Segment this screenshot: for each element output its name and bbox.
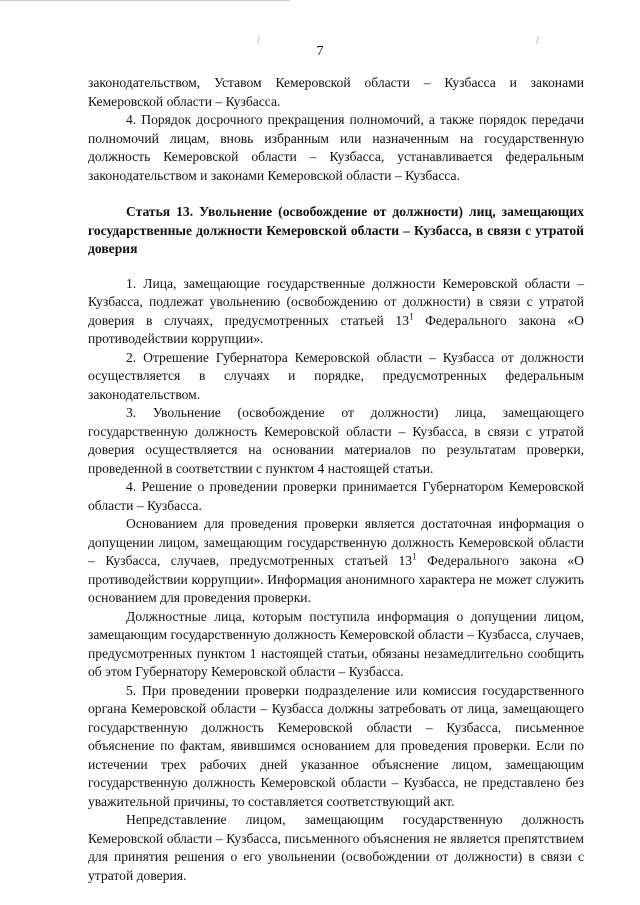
- page-number: 7: [316, 44, 324, 59]
- paragraph: 3. Увольнение (освобождение от должности) лица, замещающего государственную должность Кемеровской области – Кузбасса, в связи с утратой доверия осуществляется на основании материалов по результатам проверки, проведенной в соответствии с пунктом 4 настоящей статьи.: [88, 405, 584, 476]
- paragraph: Непредставление лицом, замещающим государственную должность Кемеровской области – Кузбасса, письменного объяснения не является препятствием для принятия решения о его увольнении (освобождении от должности) в связи с утратой доверия.: [88, 812, 584, 883]
- paragraph: 2. Отрешение Губернатора Кемеровской области – Кузбасса от должности осуществляется в случаях и порядке, предусмотренных федеральным законодательством.: [88, 349, 584, 402]
- paragraph-text: 1. Лица, замещающие государственные должности Кемеровской области – Кузбасса, подлежат увольнению (освобождению от должности) в связи с утратой доверия в случаях, предусмотренных статьей 13: [88, 275, 584, 328]
- superscript: 1: [412, 551, 417, 562]
- article-heading: Статья 13. Увольнение (освобождение от должности) лиц, замещающих государственные должности Кемеровской области – Кузбасса, в связи с утратой доверия: [88, 204, 584, 256]
- paragraph: 4. Решение о проведении проверки принимается Губернатором Кемеровской области – Кузбасса.: [88, 479, 584, 513]
- paragraph-text: Федерального закона «О противодействии коррупции». Информация анонимного характера не может служить основанием для проведения проверки.: [88, 553, 584, 605]
- paragraph: законодательством, Уставом Кемеровской области – Кузбасса и законами Кемеровской области – Кузбасса.: [88, 75, 584, 109]
- paragraph: Должностные лица, которым поступила информация о допущении лицом, замещающим государственную должность Кемеровской области – Кузбасса, случаев, предусмотренных пунктом 1 настоящей статьи, обязаны незамедлительно сообщить об этом Губернатору Кемеровской области – Кузбасса.: [88, 608, 584, 679]
- paragraph: 4. Порядок досрочного прекращения полномочий, а также порядок передачи полномочий лицам, вновь избранным или назначенным на государственную должность Кемеровской области – Кузбасса, устанавливается федеральным законодательством и законами Кемеровской области – Кузбасса.: [88, 112, 584, 183]
- paragraph: 5. При проведении проверки подразделение или комиссия государственного органа Кемеровской области – Кузбасса должны затребовать от лица, замещающего государственную должность Кемеровской области – Кузбасса, письменное объяснение по фактам, явившимся основанием для проведения проверки. Если по истечении трех рабочих дней указанное объяснение лицом, замещающим государственную должность Кемеровской области – Кузбасса, не представлено без уважительной причины, то составляется соответствующий акт.: [88, 682, 584, 809]
- top-rule: [0, 0, 290, 1]
- paragraph-text: Федерального закона «О противодействии коррупции».: [88, 312, 584, 346]
- paragraph-text: Основанием для проведения проверки является достаточная информация о допущении лицом, замещающим государственную должность Кемеровской области – Кузбасса, случаев, предусмотренных статьей 13: [88, 516, 584, 568]
- document-body: [88, 74, 584, 885]
- scan-mark: [257, 36, 260, 44]
- paragraph: [88, 275, 584, 349]
- superscript: 1: [409, 310, 414, 321]
- paragraph: [88, 515, 584, 608]
- scan-mark: [536, 36, 539, 44]
